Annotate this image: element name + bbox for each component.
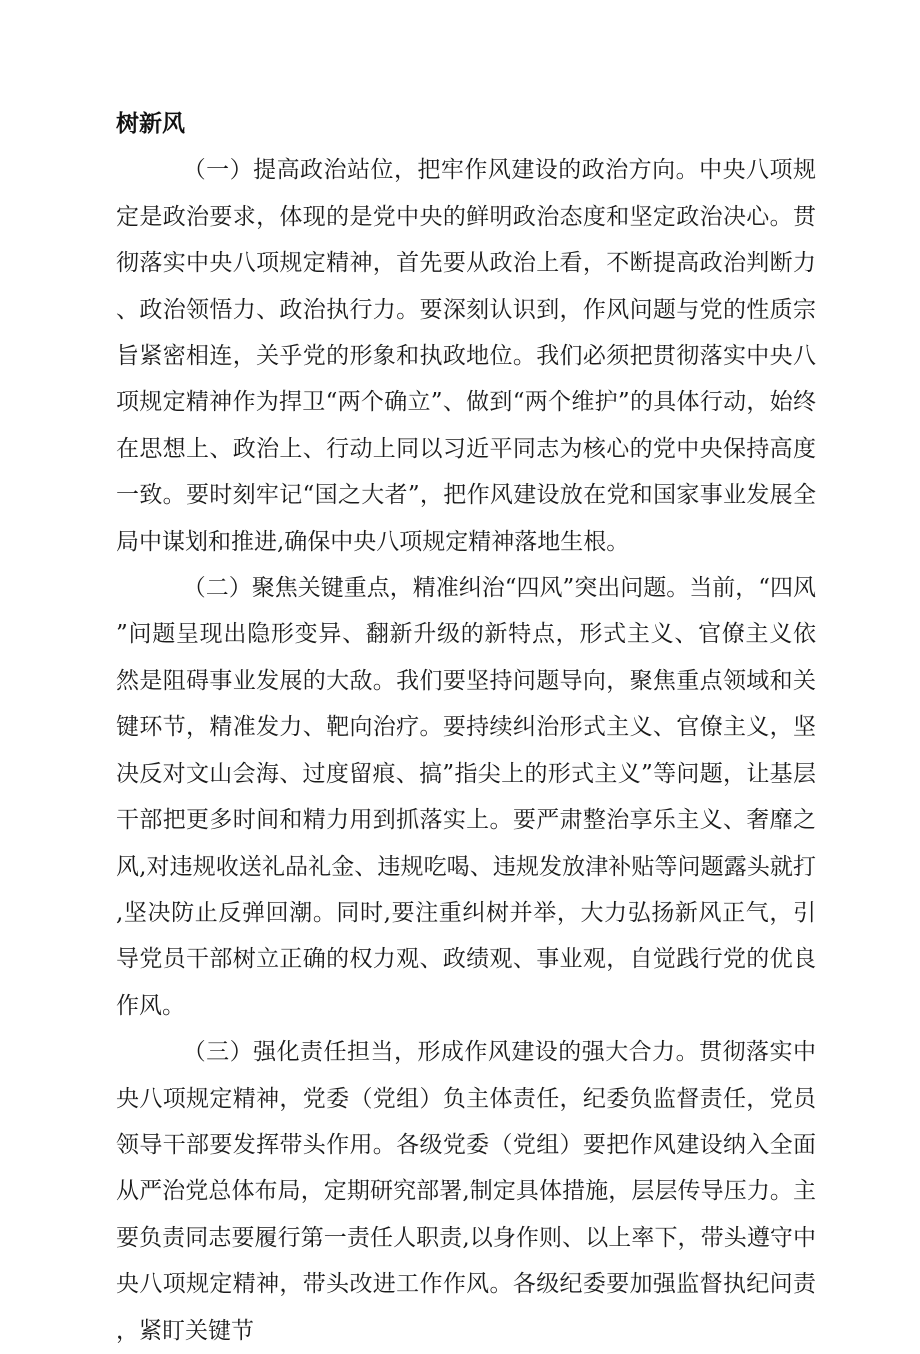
- paragraph-3: （三）强化责任担当，形成作风建设的强大合力。贯彻落实中央八项规定精神，党委（党组）负主体责任，纪委负监督责任，党员领导干部要发挥带头作用。各级党委（党组）要把作风建设纳入全面从严治党总体布局，定期研究部署,制定具体措施，层层传导压力。主要负责同志要履行第一责任人职责,以身作则、以上率下，带头遵守中央八项规定精神，带头改进工作作风。各级纪委要加强监督执纪问责，紧盯关键节: [116, 1039, 816, 1344]
- paragraph-2: （二）聚焦关键重点，精准纠治“四风”突出问题。当前，“四风”问题呈现出隐形变异、翻新升级的新特点，形式主义、官僚主义依然是阻碍事业发展的大敌。我们要坚持问题导向，聚焦重点领域和关键环节，精准发力、靶向治疗。要持续纠治形式主义、官僚主义，坚决反对文山会海、过度留痕、搞”指尖上的形式主义”等问题，让基层干部把更多时间和精力用到抓落实上。要严肃整治享乐主义、奢靡之风,对违规收送礼品礼金、违规吃喝、违规发放津补贴等问题露头就打,坚决防止反弹回潮。同时,要注重纠树并举，大力弘扬新风正气，引导党员干部树立正确的权力观、政绩观、事业观，自觉践行党的优良作风。: [116, 575, 816, 1019]
- section-heading: 树新风: [116, 111, 185, 137]
- document-body: [116, 101, 816, 1354]
- paragraph-1: （一）提高政治站位，把牢作风建设的政治方向。中央八项规定是政治要求，体现的是党中央的鲜明政治态度和坚定政治决心。贯彻落实中央八项规定精神，首先要从政治上看，不断提高政治判断力、政治领悟力、政治执行力。要深刻认识到，作风问题与党的性质宗旨紧密相连，关乎党的形象和执政地位。我们必须把贯彻落实中央八项规定精神作为捍卫“两个确立”、做到“两个维护”的具体行动，始终在思想上、政治上、行动上同以习近平同志为核心的党中央保持高度一致。要时刻牢记“国之大者”，把作风建设放在党和国家事业发展全局中谋划和推进,确保中央八项规定精神落地生根。: [116, 157, 816, 555]
